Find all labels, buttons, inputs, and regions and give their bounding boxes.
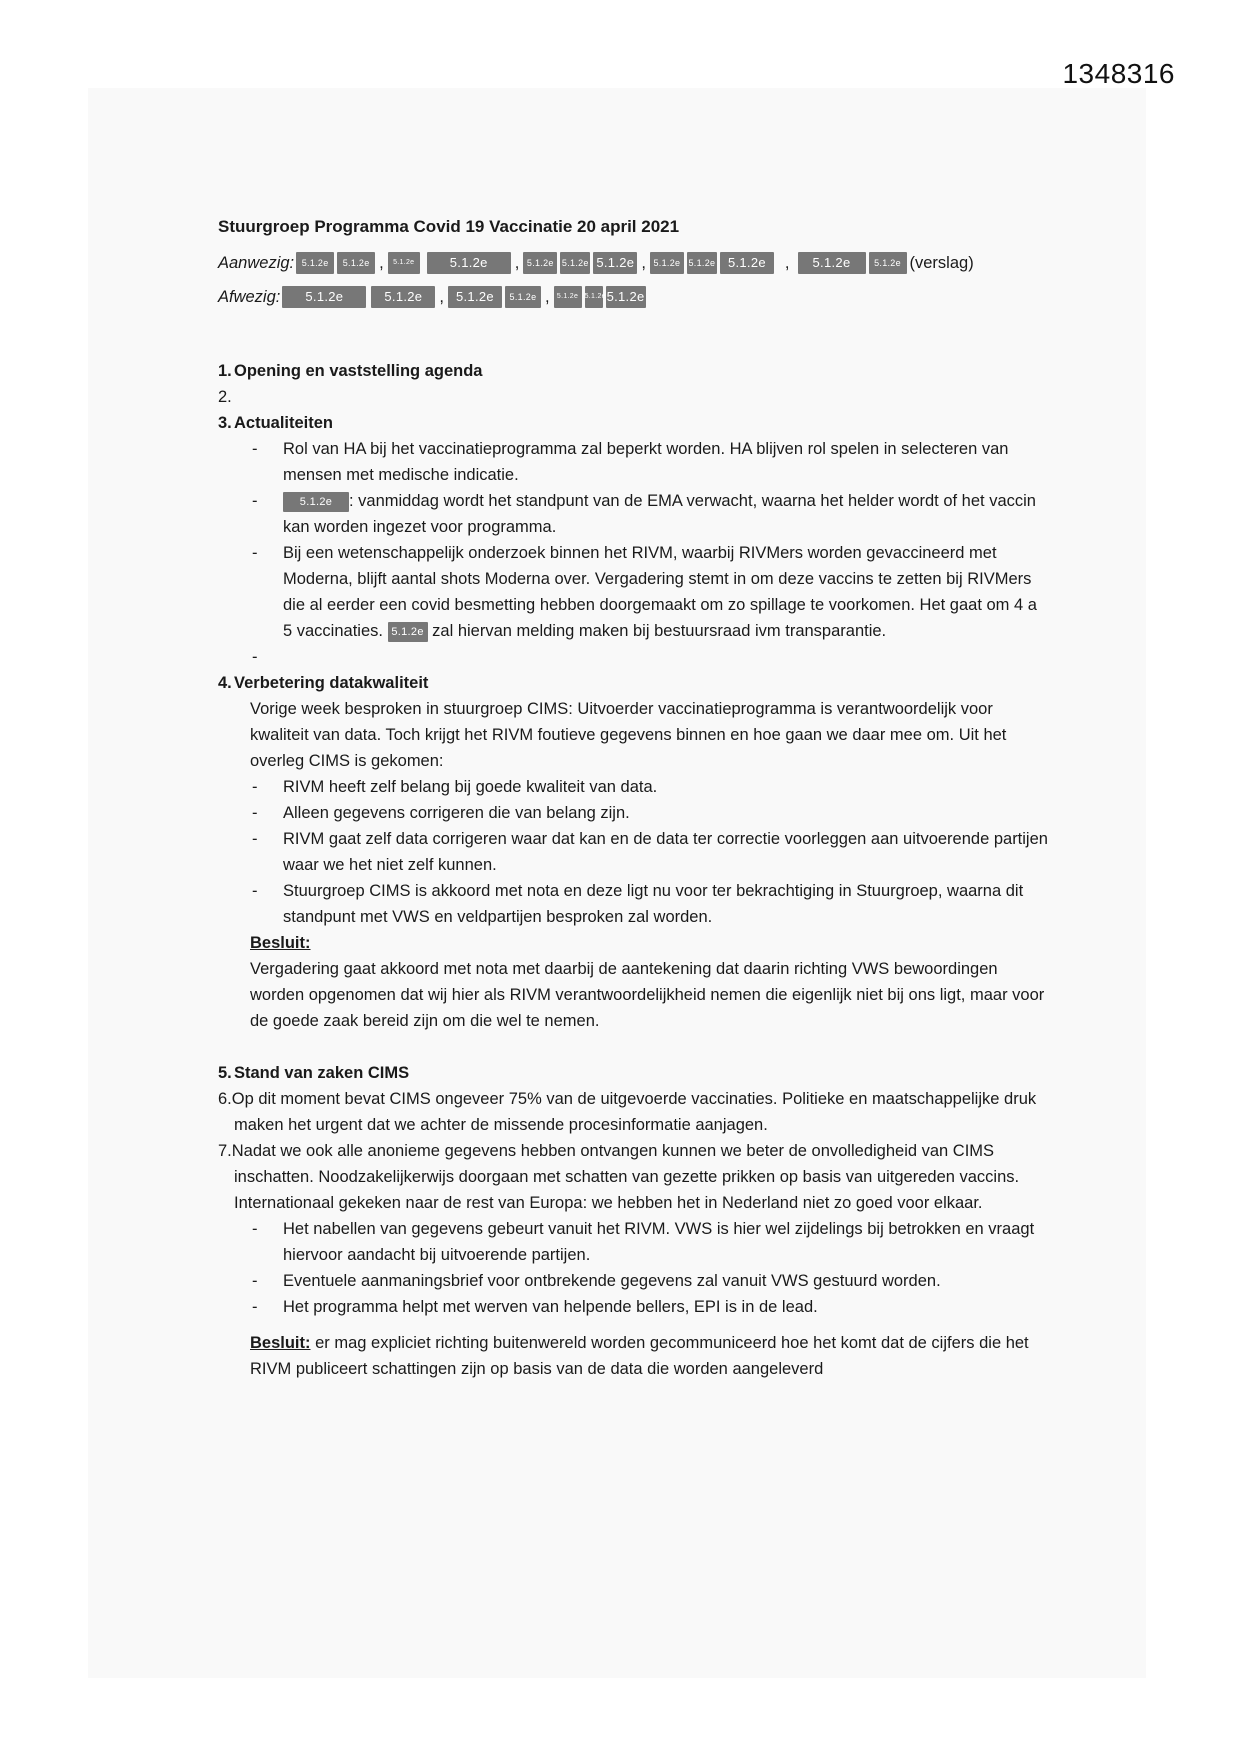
redaction-box: 5.1.2e	[337, 252, 375, 274]
agenda-item-4-intro: Vorige week besproken in stuurgroep CIMS: Uitvoerder vaccinatieprogramma is verantwoordelijk voor kwaliteit van data. Toch krijgt het RIVM foutieve gegevens binnen en hoe gaan we daar mee om. Uit het overleg CIMS is gekomen:	[250, 700, 1007, 770]
redaction-box: 5.1.2e	[371, 286, 435, 308]
redaction-box: 5.1.2e	[606, 286, 646, 308]
decision-text: Vergadering gaat akkoord met nota met daarbij de aantekening dat daarin richting VWS bewoordingen worden opgenomen dat wij hier als RIVM verantwoordelijkheid nemen die eigenlijk niet bij ons ligt, maar voor de goede zaak bereid zijn om die wel te nemen.	[250, 960, 1045, 1030]
list-item: - Eventuele aanmaningsbrief voor ontbrekende gegevens zal vanuit VWS gestuurd worden.	[250, 1268, 1048, 1294]
redaction-box: 5.1.2e	[505, 286, 541, 308]
agenda-item-5-heading: 5. Stand van zaken CIMS	[218, 1064, 410, 1082]
agenda-item-4-list	[218, 774, 1048, 930]
redaction-box: 5.1.2e	[798, 252, 866, 274]
redaction-box: 5.1.2e	[585, 286, 603, 308]
agenda-item-4-heading: 4. Verbetering datakwaliteit	[218, 674, 429, 692]
absent-label: Afwezig:	[218, 288, 281, 306]
list-item: - Het nabellen van gegevens gebeurt vanuit het RIVM. VWS is hier wel zijdelings bij betrokken en vraagt hiervoor aandacht bij uitvoerende partijen.	[250, 1216, 1048, 1268]
agenda-item-1: 1. Opening en vaststelling agenda	[218, 362, 483, 380]
document-number: 1348316	[1062, 58, 1175, 89]
separator-comma: ,	[379, 254, 384, 272]
present-suffix: (verslag)	[909, 254, 974, 272]
present-line	[218, 246, 1048, 280]
redaction-box: 5.1.2e	[560, 252, 590, 274]
list-item-empty	[250, 644, 1048, 670]
list-item: - RIVM gaat zelf data corrigeren waar dat kan en de data ter correctie voorleggen aan uitvoerende partijen waar we het niet zelf kunnen.	[250, 826, 1048, 878]
redaction-box: 5.1.2e	[388, 622, 428, 642]
list-item: - Het programma helpt met werven van helpende bellers, EPI is in de lead.	[250, 1294, 1048, 1320]
redaction-box: 5.1.2e	[427, 252, 511, 274]
redaction-box: 5.1.2e	[720, 252, 774, 274]
agenda-item-3-list	[218, 436, 1048, 670]
list-item: - 5.1.2e : vanmiddag wordt het standpunt van de EMA verwacht, waarna het helder wordt of het vaccin kan worden ingezet voor programma.	[250, 488, 1048, 540]
agenda-item-4-decision	[218, 930, 1048, 1034]
redaction-box: 5.1.2e	[448, 286, 502, 308]
agenda-item-7-list	[218, 1216, 1048, 1320]
document-title: Stuurgroep Programma Covid 19 Vaccinatie 20 april 2021	[218, 217, 680, 236]
redaction-box: 5.1.2e	[283, 492, 349, 512]
redaction-box: 5.1.2e	[554, 286, 582, 308]
agenda-item-3-heading: 3. Actualiteiten	[218, 414, 334, 432]
agenda-item-6: 6.Op dit moment bevat CIMS ongeveer 75% van de uitgevoerde vaccinaties. Politieke en maatschappelijke druk maken het urgent dat we achter de missende procesinformatie aanjagen.	[218, 1090, 1037, 1134]
redaction-box: 5.1.2e	[388, 252, 420, 274]
list-item: - Rol van HA bij het vaccinatieprogramma zal beperkt worden. HA blijven rol spelen in selecteren van mensen met medische indicatie.	[250, 436, 1048, 488]
separator-comma: ,	[641, 254, 646, 272]
list-item: - Bij een wetenschappelijk onderzoek binnen het RIVM, waarbij RIVMers worden gevaccineerd met Moderna, blijft aantal shots Moderna over. Vergadering stemt in om deze vaccins te zetten bij RIVMers die al eerder een covid besmetting hebben doorgemaakt om zo spillage te voorkomen. Het gaat om 4 a 5 vaccinaties. 5.1.2e zal hiervan melding maken bij bestuursraad ivm transparantie.	[250, 540, 1048, 644]
redaction-box: 5.1.2e	[593, 252, 637, 274]
decision-text: er mag expliciet richting buitenwereld worden gecommuniceerd hoe het komt dat de cijfers die het RIVM publiceert schattingen zijn op basis van de data die worden aangeleverd	[250, 1334, 1029, 1378]
decision-label: Besluit:	[250, 934, 311, 952]
separator-comma: ,	[784, 254, 790, 272]
redaction-box: 5.1.2e	[687, 252, 717, 274]
separator-comma: ,	[439, 288, 444, 306]
document-body	[218, 214, 1048, 1382]
separator-comma: ,	[544, 288, 550, 306]
agenda-item-7: 7.Nadat we ook alle anonieme gegevens hebben ontvangen kunnen we beter de onvolledigheid van CIMS inschatten. Noodzakelijkerwijs doorgaan met schatten van gezette prikken op basis van uitgereden vaccins. Internationaal gekeken naar de rest van Europa: we hebben het in Nederland niet zo goed voor elkaar.	[218, 1142, 1020, 1212]
redaction-box: 5.1.2e	[650, 252, 684, 274]
redaction-box: 5.1.2e	[869, 252, 907, 274]
redaction-box: 5.1.2e	[296, 252, 334, 274]
list-item: - Alleen gegevens corrigeren die van belang zijn.	[250, 800, 1048, 826]
present-label: Aanwezig:	[218, 254, 295, 272]
list-item: - RIVM heeft zelf belang bij goede kwaliteit van data.	[250, 774, 1048, 800]
redaction-box: 5.1.2e	[523, 252, 557, 274]
list-item: - Stuurgroep CIMS is akkoord met nota en deze ligt nu voor ter bekrachtiging in Stuurgroep, waarna dit standpunt met VWS en veldpartijen besproken zal worden.	[250, 878, 1048, 930]
agenda-item-2: 2.	[218, 388, 232, 406]
redaction-box: 5.1.2e	[282, 286, 366, 308]
separator-comma: ,	[514, 254, 520, 272]
decision-label: Besluit:	[250, 1334, 311, 1352]
absent-line	[218, 280, 1048, 314]
agenda-item-7-decision	[218, 1330, 1048, 1382]
